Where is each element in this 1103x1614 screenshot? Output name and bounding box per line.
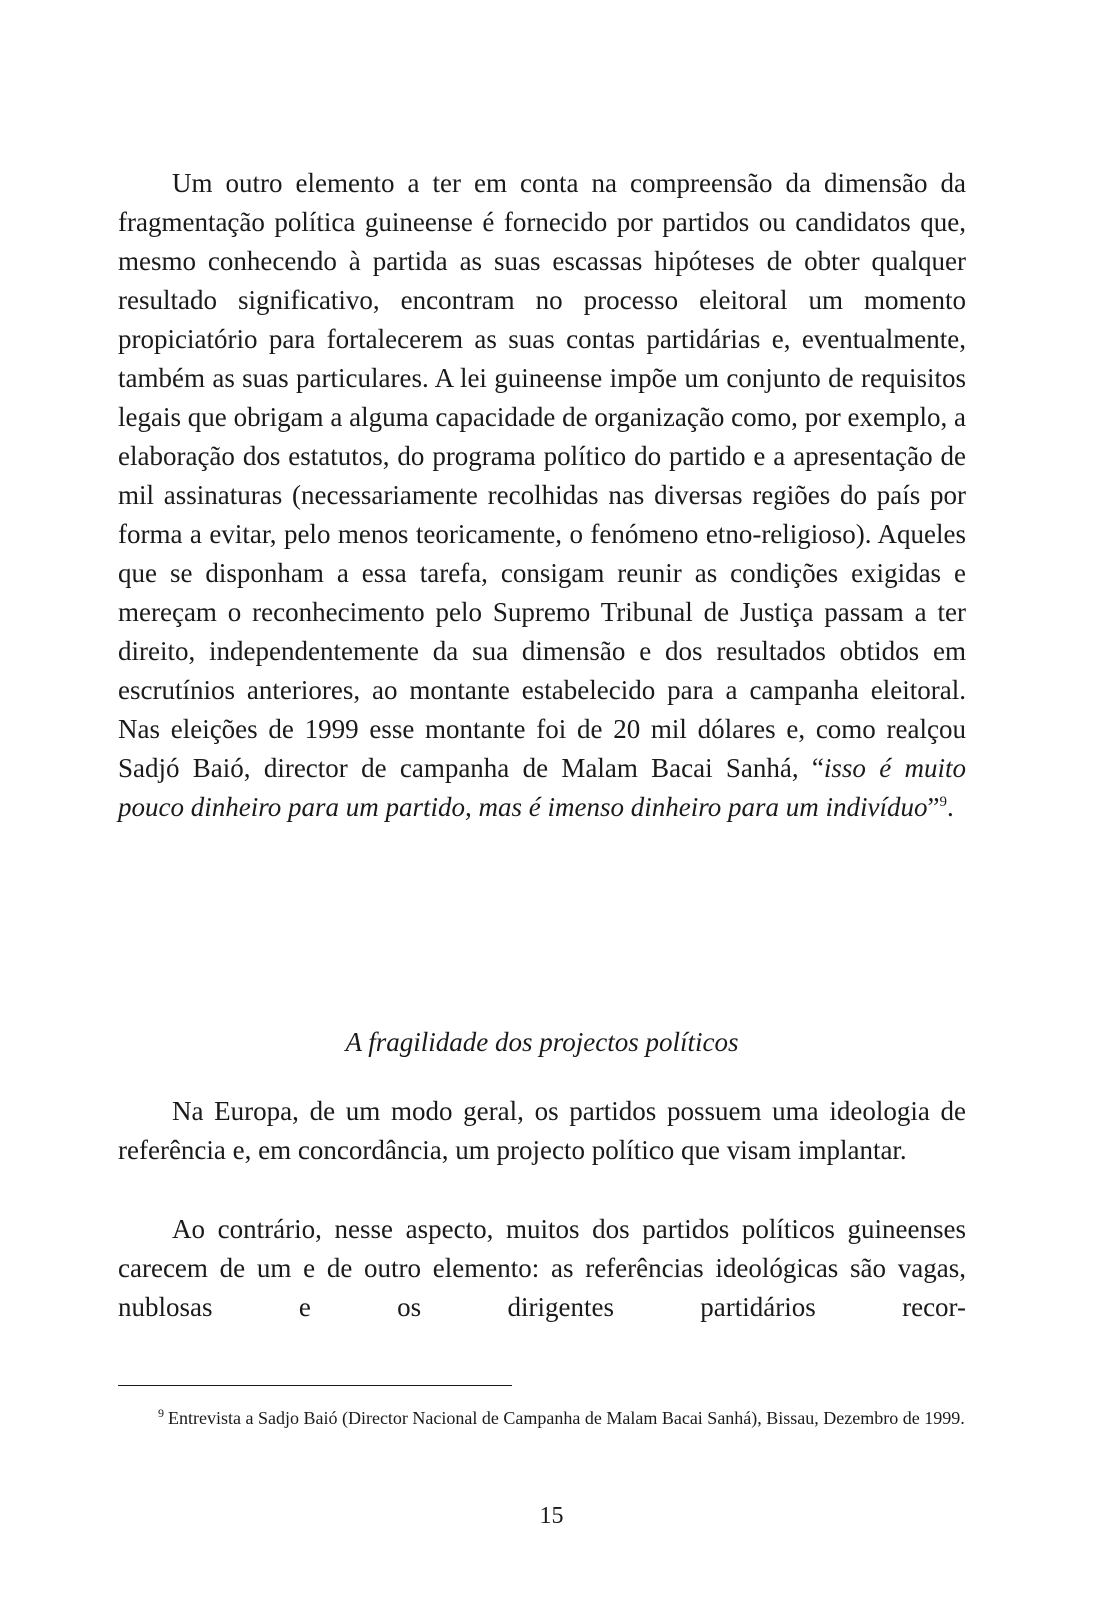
footnote-mark: 9 (158, 1406, 164, 1420)
quote-italic: isso é muito pouco dinheiro para um partido, mas é imenso dinheiro para um indivíduo (118, 753, 966, 822)
body-paragraph-2: Na Europa, de um modo geral, os partidos possuem uma ideologia de referência e, em concordância, um projecto político que visam implantar. (118, 1096, 966, 1165)
quote-close-mark: ” (927, 792, 940, 822)
section-heading: A fragilidade dos projectos políticos (345, 1027, 739, 1057)
footnote-text: Entrevista a Sadjo Baió (Director Nacional de Campanha de Malam Bacai Sanhá), Bissau, Dezembro de 1999. (168, 1408, 965, 1428)
page-number: 15 (539, 1503, 564, 1529)
paragraph-1-end: . (946, 792, 954, 822)
footnote-divider (118, 1385, 512, 1386)
body-paragraph-3: Ao contrário, nesse aspecto, muitos dos partidos políticos guineenses carecem de um e de outro elemento: as referências ideológicas são vagas, nublosas e os dirigentes partidários recor- (118, 1214, 966, 1322)
footnote-reference[interactable]: 9 (939, 794, 947, 810)
paragraph-1-text: Um outro elemento a ter em conta na compreensão da dimensão da fragmentação política guineense é fornecido por partidos ou candidatos que, mesmo conhecendo à partida as suas escassas hipóteses de obter qualquer resultado significativo, encontram no processo eleitoral um momento propiciatório para fortalecerem as suas contas partidárias e, eventualmente, também as suas particulares. A lei guineense impõe um conjunto de requisitos legais que obrigam a alguma capacidade de organização como, por exemplo, a elaboração dos estatutos, do programa político do partido e a apresentação de mil assinaturas (necessariamente recolhidas nas diversas regiões do país por forma a evitar, pelo menos teoricamente, o fenómeno etno-religioso). Aqueles que se disponham a essa tarefa, consigam reunir as condições exigidas e mereçam o reconhecimento pelo Supremo Tribunal de Justiça passam a ter direito, independentemente da sua dimensão e dos resultados obtidos em escrutínios anteriores, ao montante estabelecido para a campanha eleitoral. Nas eleições de 1999 esse montante foi de 20 mil dólares e, como realçou Sadjó Baió, director de campanha de Malam Bacai Sanhá, “ (118, 168, 966, 783)
footnote (118, 1404, 968, 1433)
body-paragraph-1 (118, 164, 966, 827)
